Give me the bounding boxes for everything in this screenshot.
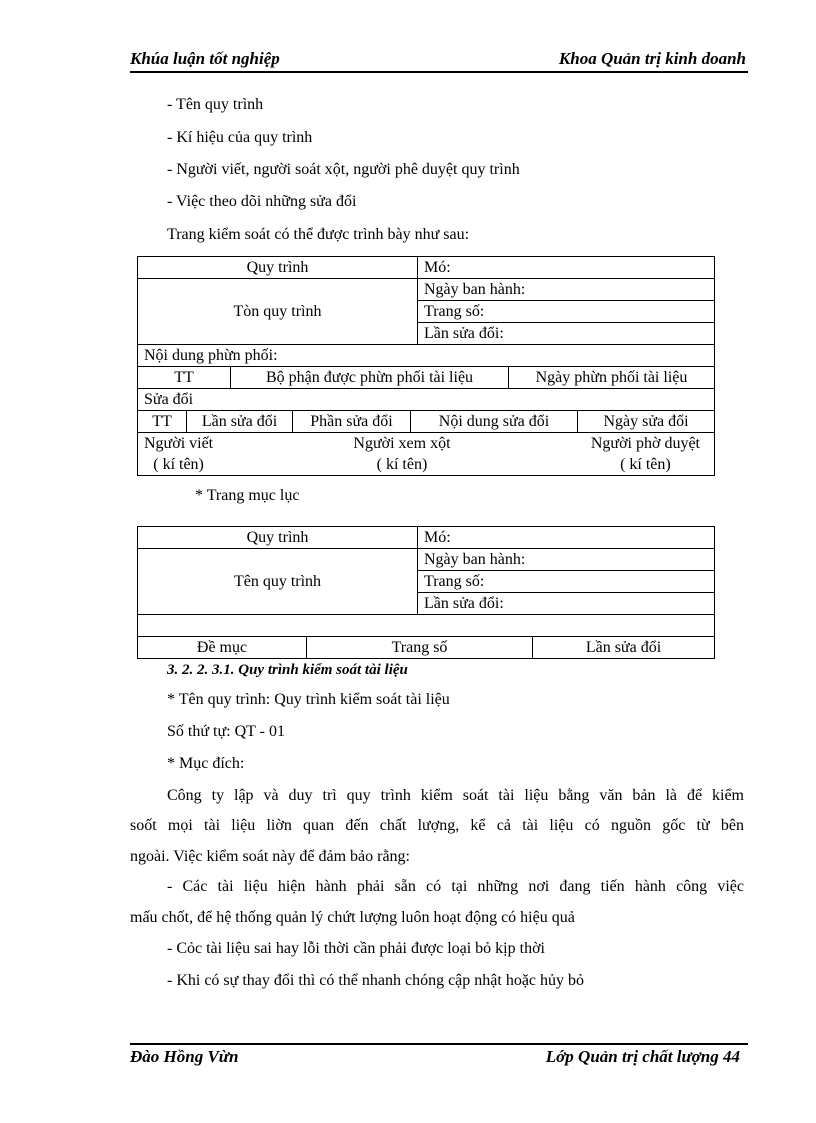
section-heading: 3. 2. 2. 3.1. Quy trình kiểm soát tài liệu xyxy=(167,662,408,678)
blank-row xyxy=(138,615,715,637)
process-name-label: Tòn quy trình xyxy=(138,279,418,345)
signature-note: ( kí tên) xyxy=(620,456,671,473)
control-page-table xyxy=(137,256,715,476)
paragraph-line: ngoài. Việc kiểm soát này để đảm bảo rằng: xyxy=(130,848,410,865)
body-line: - Khi có sự thay đổi thì có thể nhanh chóng cập nhật hoặc hủy bỏ xyxy=(167,972,585,989)
signature-role: Người phờ duyệt xyxy=(590,435,700,452)
toc-page-table xyxy=(137,526,715,659)
rev-col-part: Phần sửa đổi xyxy=(293,411,411,432)
page-number-label: Trang số: xyxy=(418,301,715,323)
intro-sentence: Trang kiểm soát có thể được trình bày như sau: xyxy=(167,226,470,243)
paragraph-line: soốt mọi tài liệu liờn quan đến chất lượng, kể cả tài liệu có nguồn gốc từ bên xyxy=(130,817,744,834)
issue-date-label: Ngày ban hành: xyxy=(418,279,715,301)
code-label: Mó: xyxy=(418,527,715,549)
toc-header-row xyxy=(138,637,715,659)
footer-left: Đào Hồng Vừn xyxy=(130,1047,239,1066)
paragraph-line: - Các tài liệu hiện hành phải sẵn có tại những nơi đang tiến hành công việc xyxy=(167,878,744,895)
header-left: Khúa luận tốt nghiệp xyxy=(130,49,280,68)
intro-item: - Kí hiệu của quy trình xyxy=(167,129,313,146)
revision-label: Lần sửa đổi: xyxy=(418,323,715,345)
signature-role: Người viết xyxy=(144,435,214,452)
header-rule xyxy=(130,71,748,73)
intro-item: - Tên quy trình xyxy=(167,96,264,113)
toc-col-page: Trang số xyxy=(307,637,533,658)
body-line: * Tên quy trình: Quy trình kiểm soát tài liệu xyxy=(167,691,450,708)
page-number-label: Trang số: xyxy=(418,571,715,593)
signature-note: ( kí tên) xyxy=(153,456,204,473)
process-label: Quy trình xyxy=(138,257,418,279)
rev-col-revision: Lần sửa đổi xyxy=(187,411,293,432)
distribution-label: Nội dung phừn phối: xyxy=(138,345,715,367)
revision-section-label: Sửa đổi xyxy=(138,389,715,411)
paragraph-line: mấu chốt, để hệ thống quản lý chứt lượng luôn hoạt động có hiệu quả xyxy=(130,909,575,926)
code-label: Mó: xyxy=(418,257,715,279)
signature-note: ( kí tên) xyxy=(376,456,428,473)
intro-item: - Việc theo dõi những sửa đổi xyxy=(167,193,357,210)
revision-label: Lần sửa đổi: xyxy=(418,593,715,615)
body-line: * Mục đích: xyxy=(167,755,245,772)
intro-item: - Người viết, người soát xột, người phê duyệt quy trình xyxy=(167,161,520,178)
rev-col-content: Nội dung sửa đổi xyxy=(411,411,578,432)
signature-reviewer xyxy=(353,433,450,475)
header-right: Khoa Quản trị kinh doanh xyxy=(558,49,746,68)
process-name-label: Tên quy trình xyxy=(138,549,418,615)
signature-role: Người xem xột xyxy=(353,435,451,452)
process-label: Quy trình xyxy=(138,527,418,549)
dist-col-department: Bộ phận được phừn phối tài liệu xyxy=(231,367,509,388)
distribution-header-row xyxy=(138,367,715,389)
body-line: Số thứ tự: QT - 01 xyxy=(167,723,285,740)
rev-col-date: Ngày sửa đổi xyxy=(603,413,689,430)
body-line: - Cỏc tài liệu sai hay lỗi thời cần phải được loại bỏ kịp thời xyxy=(167,940,545,957)
issue-date-label: Ngày ban hành: xyxy=(418,549,715,571)
toc-col-heading: Đề mục xyxy=(138,637,307,658)
revision-header-row xyxy=(138,411,715,433)
rev-col-tt: TT xyxy=(138,411,187,432)
toc-caption: * Trang mục lục xyxy=(195,487,300,504)
toc-col-revision: Lần sửa đổi xyxy=(585,639,662,656)
paragraph-line: Công ty lập và duy trì quy trình kiểm soát tài liệu bằng văn bản là để kiểm xyxy=(167,787,744,804)
footer-rule xyxy=(130,1043,748,1045)
footer-right: Lớp Quản trị chất lượng 44 xyxy=(545,1047,740,1066)
signature-approver xyxy=(591,433,700,475)
signature-row xyxy=(138,433,715,476)
dist-col-tt: TT xyxy=(138,367,231,388)
signature-writer xyxy=(144,433,213,475)
dist-col-date: Ngày phừn phối tài liệu xyxy=(535,369,688,386)
